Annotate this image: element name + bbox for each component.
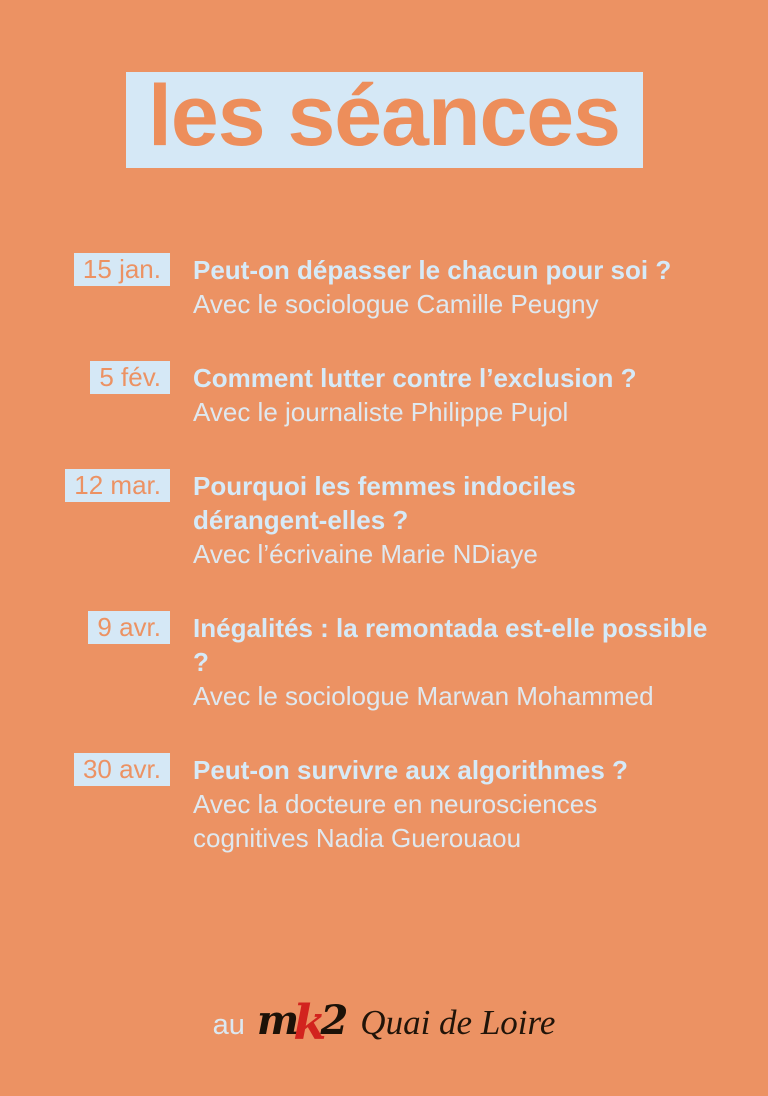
mk2-logo	[256, 994, 349, 1051]
mk2-logo-2: 2	[320, 997, 349, 1044]
sessions-list	[0, 253, 768, 855]
title-band	[126, 68, 643, 168]
session-guest: Avec la docteure en neurosciences cognitives Nadia Guerouaou	[193, 789, 598, 853]
session-date-cell	[58, 611, 170, 644]
session-text	[193, 753, 713, 855]
venue-footer	[0, 994, 768, 1051]
session-row	[58, 253, 768, 321]
session-date-badge: 12 mar.	[65, 469, 170, 502]
session-date-cell	[58, 469, 170, 502]
session-title: Peut-on survivre aux algorithmes ?	[193, 755, 628, 785]
session-text	[193, 469, 713, 571]
mk2-logo-k: k	[293, 995, 327, 1051]
session-date-badge: 9 avr.	[88, 611, 170, 644]
session-row	[58, 753, 768, 855]
venue-name: Quai de Loire	[360, 1003, 556, 1042]
session-text	[193, 611, 713, 713]
page-title: les séances	[148, 68, 620, 164]
session-date-cell	[58, 753, 170, 786]
session-text	[193, 253, 713, 321]
session-text	[193, 361, 713, 429]
session-date-cell	[58, 253, 170, 286]
session-guest: Avec le sociologue Marwan Mohammed	[193, 681, 654, 711]
session-date-badge: 15 jan.	[74, 253, 170, 286]
session-row	[58, 611, 768, 713]
footer-prefix: au	[212, 1009, 245, 1041]
session-guest: Avec le sociologue Camille Peugny	[193, 289, 599, 319]
session-title: Pourquoi les femmes indociles dérangent-elles ?	[193, 471, 576, 535]
session-row	[58, 361, 768, 429]
session-guest: Avec le journaliste Philippe Pujol	[193, 397, 569, 427]
session-title: Inégalités : la remontada est-elle possible ?	[193, 613, 708, 677]
session-title: Peut-on dépasser le chacun pour soi ?	[193, 255, 672, 285]
session-row	[58, 469, 768, 571]
mk2-logo-m: m	[256, 997, 300, 1044]
session-title: Comment lutter contre l’exclusion ?	[193, 363, 637, 393]
session-date-cell	[58, 361, 170, 394]
session-date-badge: 5 fév.	[90, 361, 170, 394]
session-guest: Avec l’écrivaine Marie NDiaye	[193, 539, 538, 569]
session-date-badge: 30 avr.	[74, 753, 170, 786]
